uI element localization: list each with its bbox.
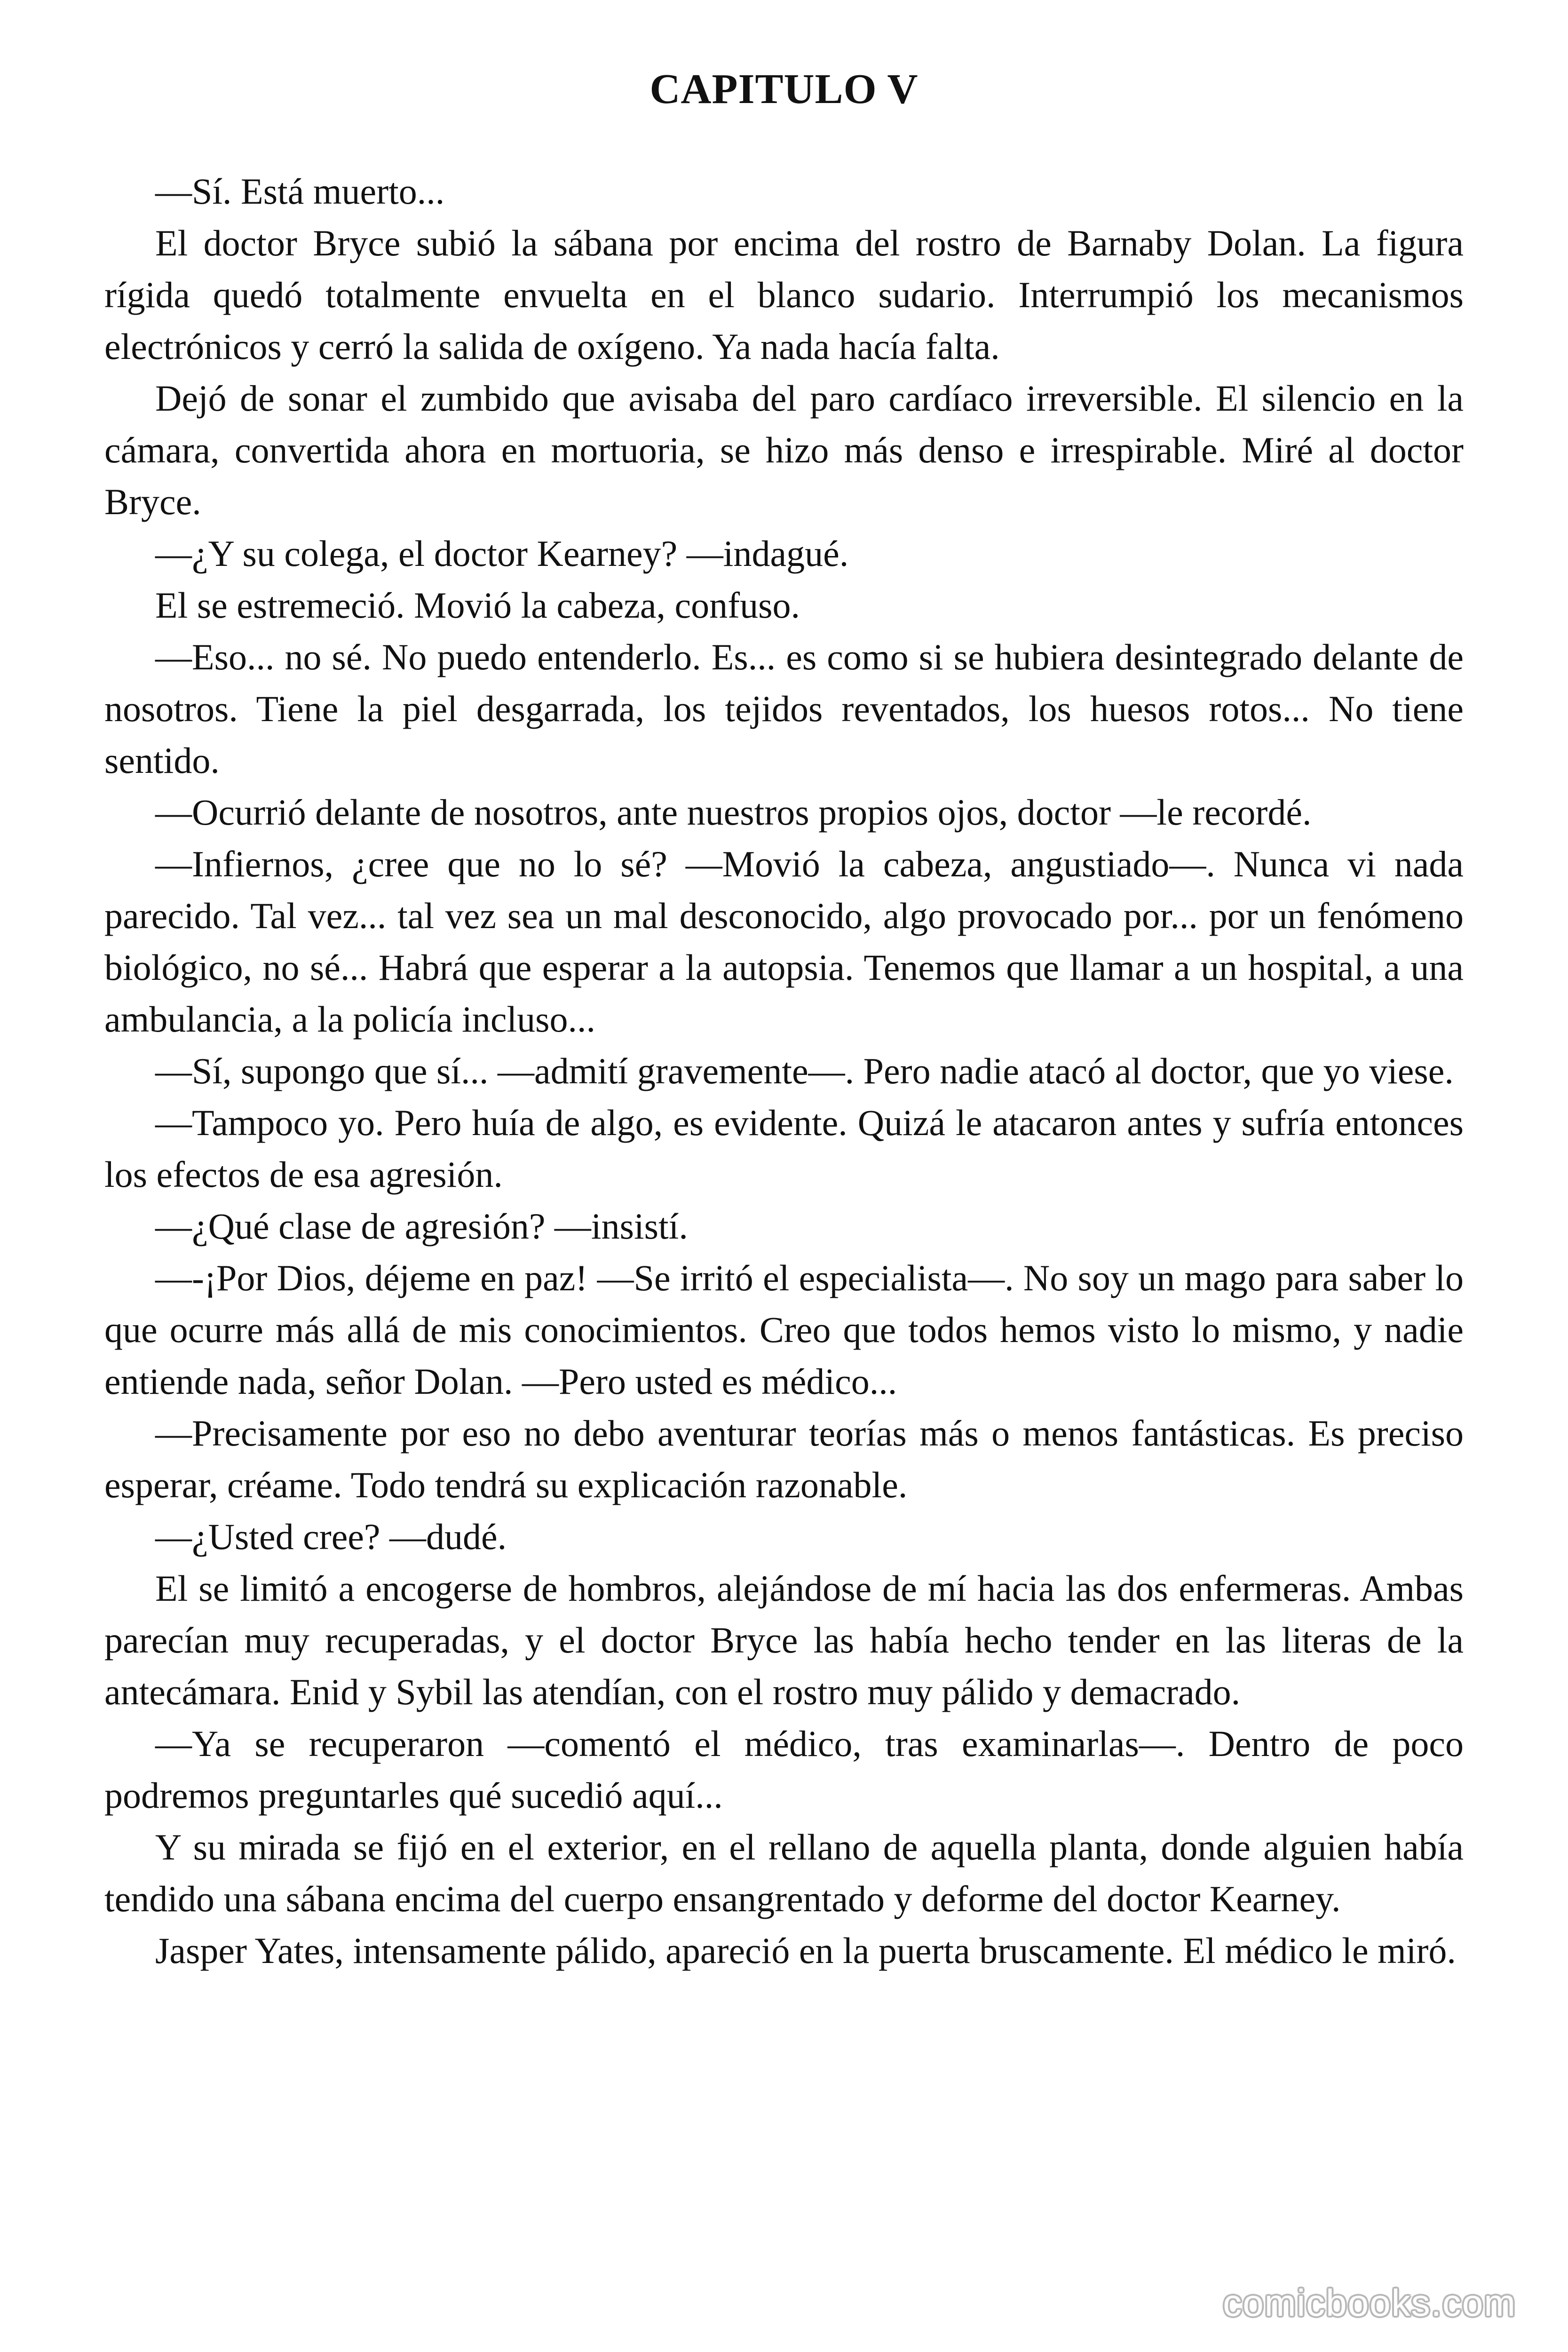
- paragraph: —¿Usted cree? —dudé.: [155, 1516, 507, 1557]
- paragraph: —Infiernos, ¿cree que no lo sé? —Movió la cabeza, angustiado—. Nunca vi nada parecido. Tal vez... tal vez sea un mal desconocido, algo provocado por... por un fenómeno biológico, no sé... Habrá que esperar a la autopsia. Tenemos que llamar a un hospital, a una ambulancia, a la policía incluso...: [104, 843, 1464, 1040]
- watermark: comicbooks.com: [1223, 2282, 1516, 2324]
- paragraph: Jasper Yates, intensamente pálido, apareció en la puerta bruscamente. El médico le miró.: [155, 1930, 1456, 1971]
- paragraph: El se limitó a encogerse de hombros, alejándose de mí hacia las dos enfermeras. Ambas parecían muy recuperadas, y el doctor Bryce las había hecho tender en las literas de la antecámara. Enid y Sybil las atendían, con el rostro muy pálido y demacrado.: [104, 1568, 1464, 1712]
- paragraph: —Tampoco yo. Pero huía de algo, es evidente. Quizá le atacaron antes y sufría entonces los efectos de esa agresión.: [104, 1102, 1464, 1195]
- paragraph: El doctor Bryce subió la sábana por encima del rostro de Barnaby Dolan. La figura rígida quedó totalmente envuelta en el blanco sudario. Interrumpió los mecanismos electrónicos y cerró la salida de oxígeno. Ya nada hacía falta.: [104, 222, 1464, 367]
- paragraph: —Ya se recuperaron —comentó el médico, tras examinarlas—. Dentro de poco podremos preguntarles qué sucedió aquí...: [104, 1723, 1464, 1816]
- paragraph: —Precisamente por eso no debo aventurar teorías más o menos fantásticas. Es preciso esperar, créame. Todo tendrá su explicación razonable.: [104, 1413, 1464, 1505]
- paragraph: Dejó de sonar el zumbido que avisaba del paro cardíaco irreversible. El silencio en la cámara, convertida ahora en mortuoria, se hizo más denso e irrespirable. Miré al doctor Bryce.: [104, 378, 1464, 522]
- chapter-text: [104, 166, 1464, 1977]
- chapter-title: CAPITULO V: [649, 66, 919, 112]
- paragraph: —¿Qué clase de agresión? —insistí.: [155, 1206, 688, 1247]
- paragraph: El se estremeció. Movió la cabeza, confuso.: [155, 585, 800, 626]
- paragraph: —-¡Por Dios, déjeme en paz! —Se irritó el especialista—. No soy un mago para saber lo que ocurre más allá de mis conocimientos. Creo que todos hemos visto lo mismo, y nadie entiende nada, señor Dolan. —Pero usted es médico...: [104, 1257, 1464, 1402]
- paragraph: Y su mirada se fijó en el exterior, en el rellano de aquella planta, donde alguien había tendido una sábana encima del cuerpo ensangrentado y deforme del doctor Kearney.: [104, 1827, 1464, 1919]
- paragraph: —Sí. Está muerto...: [155, 171, 445, 212]
- paragraph: —Eso... no sé. No puedo entenderlo. Es... es como si se hubiera desintegrado delante de nosotros. Tiene la piel desgarrada, los tejidos reventados, los huesos rotos... No tiene sentido.: [104, 636, 1464, 781]
- paragraph: —Sí, supongo que sí... —admití gravemente—. Pero nadie atacó al doctor, que yo viese.: [155, 1050, 1454, 1091]
- paragraph: —Ocurrió delante de nosotros, ante nuestros propios ojos, doctor —le recordé.: [155, 792, 1312, 833]
- paragraph: —¿Y su colega, el doctor Kearney? —indagué.: [155, 533, 849, 574]
